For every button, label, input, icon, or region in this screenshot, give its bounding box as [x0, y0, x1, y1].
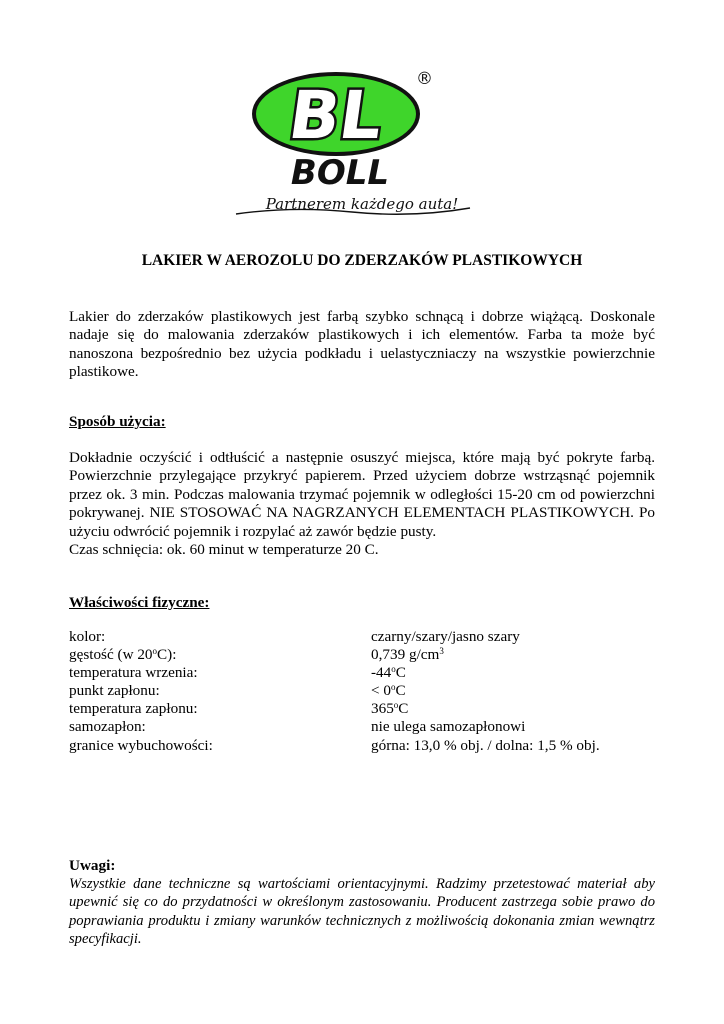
- property-label: gęstość (w 20$^o$C):: [69, 646, 177, 664]
- usage-section: [69, 449, 655, 559]
- property-row: [69, 664, 655, 682]
- logo-slogan: Partnerem każdego auta!: [265, 195, 459, 213]
- property-value: 0,739 $g/cm^3$: [371, 646, 444, 664]
- property-row: [69, 628, 655, 646]
- notes-paragraph: Wszystkie dane techniczne są wartościami orientacyjnymi. Radzimy przetestować materiał aby upewnić się co do przydatności w określonym zastosowaniu. Producent zastrzega sobie prawo do poprawiania produktu i zmiany warunków technicznych z możliwością dokonania zmian wewnątrz specyfikacji.: [69, 876, 655, 948]
- property-row: [69, 718, 655, 736]
- usage-paragraph: Dokładnie oczyścić i odtłuścić a następnie osuszyć miejsca, które mają być pokryte farbą. Powierzchnie przylegające przykryć papierem. Przed użyciem dobrze wstrząsnąć pojemnik przez ok. 3 min. Podczas malowania trzymać pojemnik w odległości 15-20 cm od powierzchni pokrywanej. NIE STOSOWAĆ NA NAGRZANYCH ELEMENTACH PLASTIKOWYCH. Po użyciu odwrócić pojemnik i rozpylać aż zawór będzie pusty.: [69, 449, 655, 540]
- property-value: górna: 13,0 % obj. / dolna: 1,5 % obj.: [371, 736, 600, 754]
- logo-brand: BOLL: [290, 153, 390, 193]
- property-value: czarny/szary/jasno szary: [371, 628, 520, 645]
- property-value: -44$^o$C: [371, 664, 406, 682]
- property-label: temperatura zapłonu:: [69, 700, 198, 718]
- intro-paragraph: Lakier do zderzaków plastikowych jest farbą szybko schnącą i dobrze wiążącą. Doskonale nadaje się do malowania zderzaków plastikowych i ich elementów. Farba ta może być nanoszona bezpośrednio bez użycia podkładu i uelastyczniaczy na wszystkie powierzchnie plastikowe.: [69, 308, 655, 381]
- logo-letters: BL: [284, 76, 388, 154]
- notes-heading: Uwagi:: [69, 857, 116, 874]
- property-label: granice wybuchowości:: [69, 736, 213, 754]
- properties-table: [69, 628, 655, 755]
- drying-time: Czas schnięcia: ok. 60 minut w temperaturze 20 C.: [69, 541, 379, 559]
- property-label: temperatura wrzenia:: [69, 664, 198, 682]
- boll-logo: [232, 66, 492, 222]
- properties-heading: Właściwości fizyczne:: [69, 594, 210, 611]
- property-row: [69, 700, 655, 718]
- property-row: [69, 682, 655, 700]
- property-label: kolor:: [69, 628, 106, 645]
- boll-logo-graphic: [232, 66, 492, 222]
- usage-heading: Sposób użycia:: [69, 413, 166, 430]
- property-value: 365$^o$C: [371, 700, 409, 718]
- property-value: nie ulega samozapłonowi: [371, 718, 526, 736]
- property-label: punkt zapłonu:: [69, 682, 160, 700]
- property-value: < $0^oC$: [371, 682, 406, 700]
- property-row: [69, 737, 655, 755]
- property-label: samozapłon:: [69, 718, 146, 736]
- property-row: [69, 646, 655, 664]
- registered-mark: ®: [416, 69, 433, 89]
- document-title: LAKIER W AEROZOLU DO ZDERZAKÓW PLASTIKOWYCH: [141, 252, 583, 269]
